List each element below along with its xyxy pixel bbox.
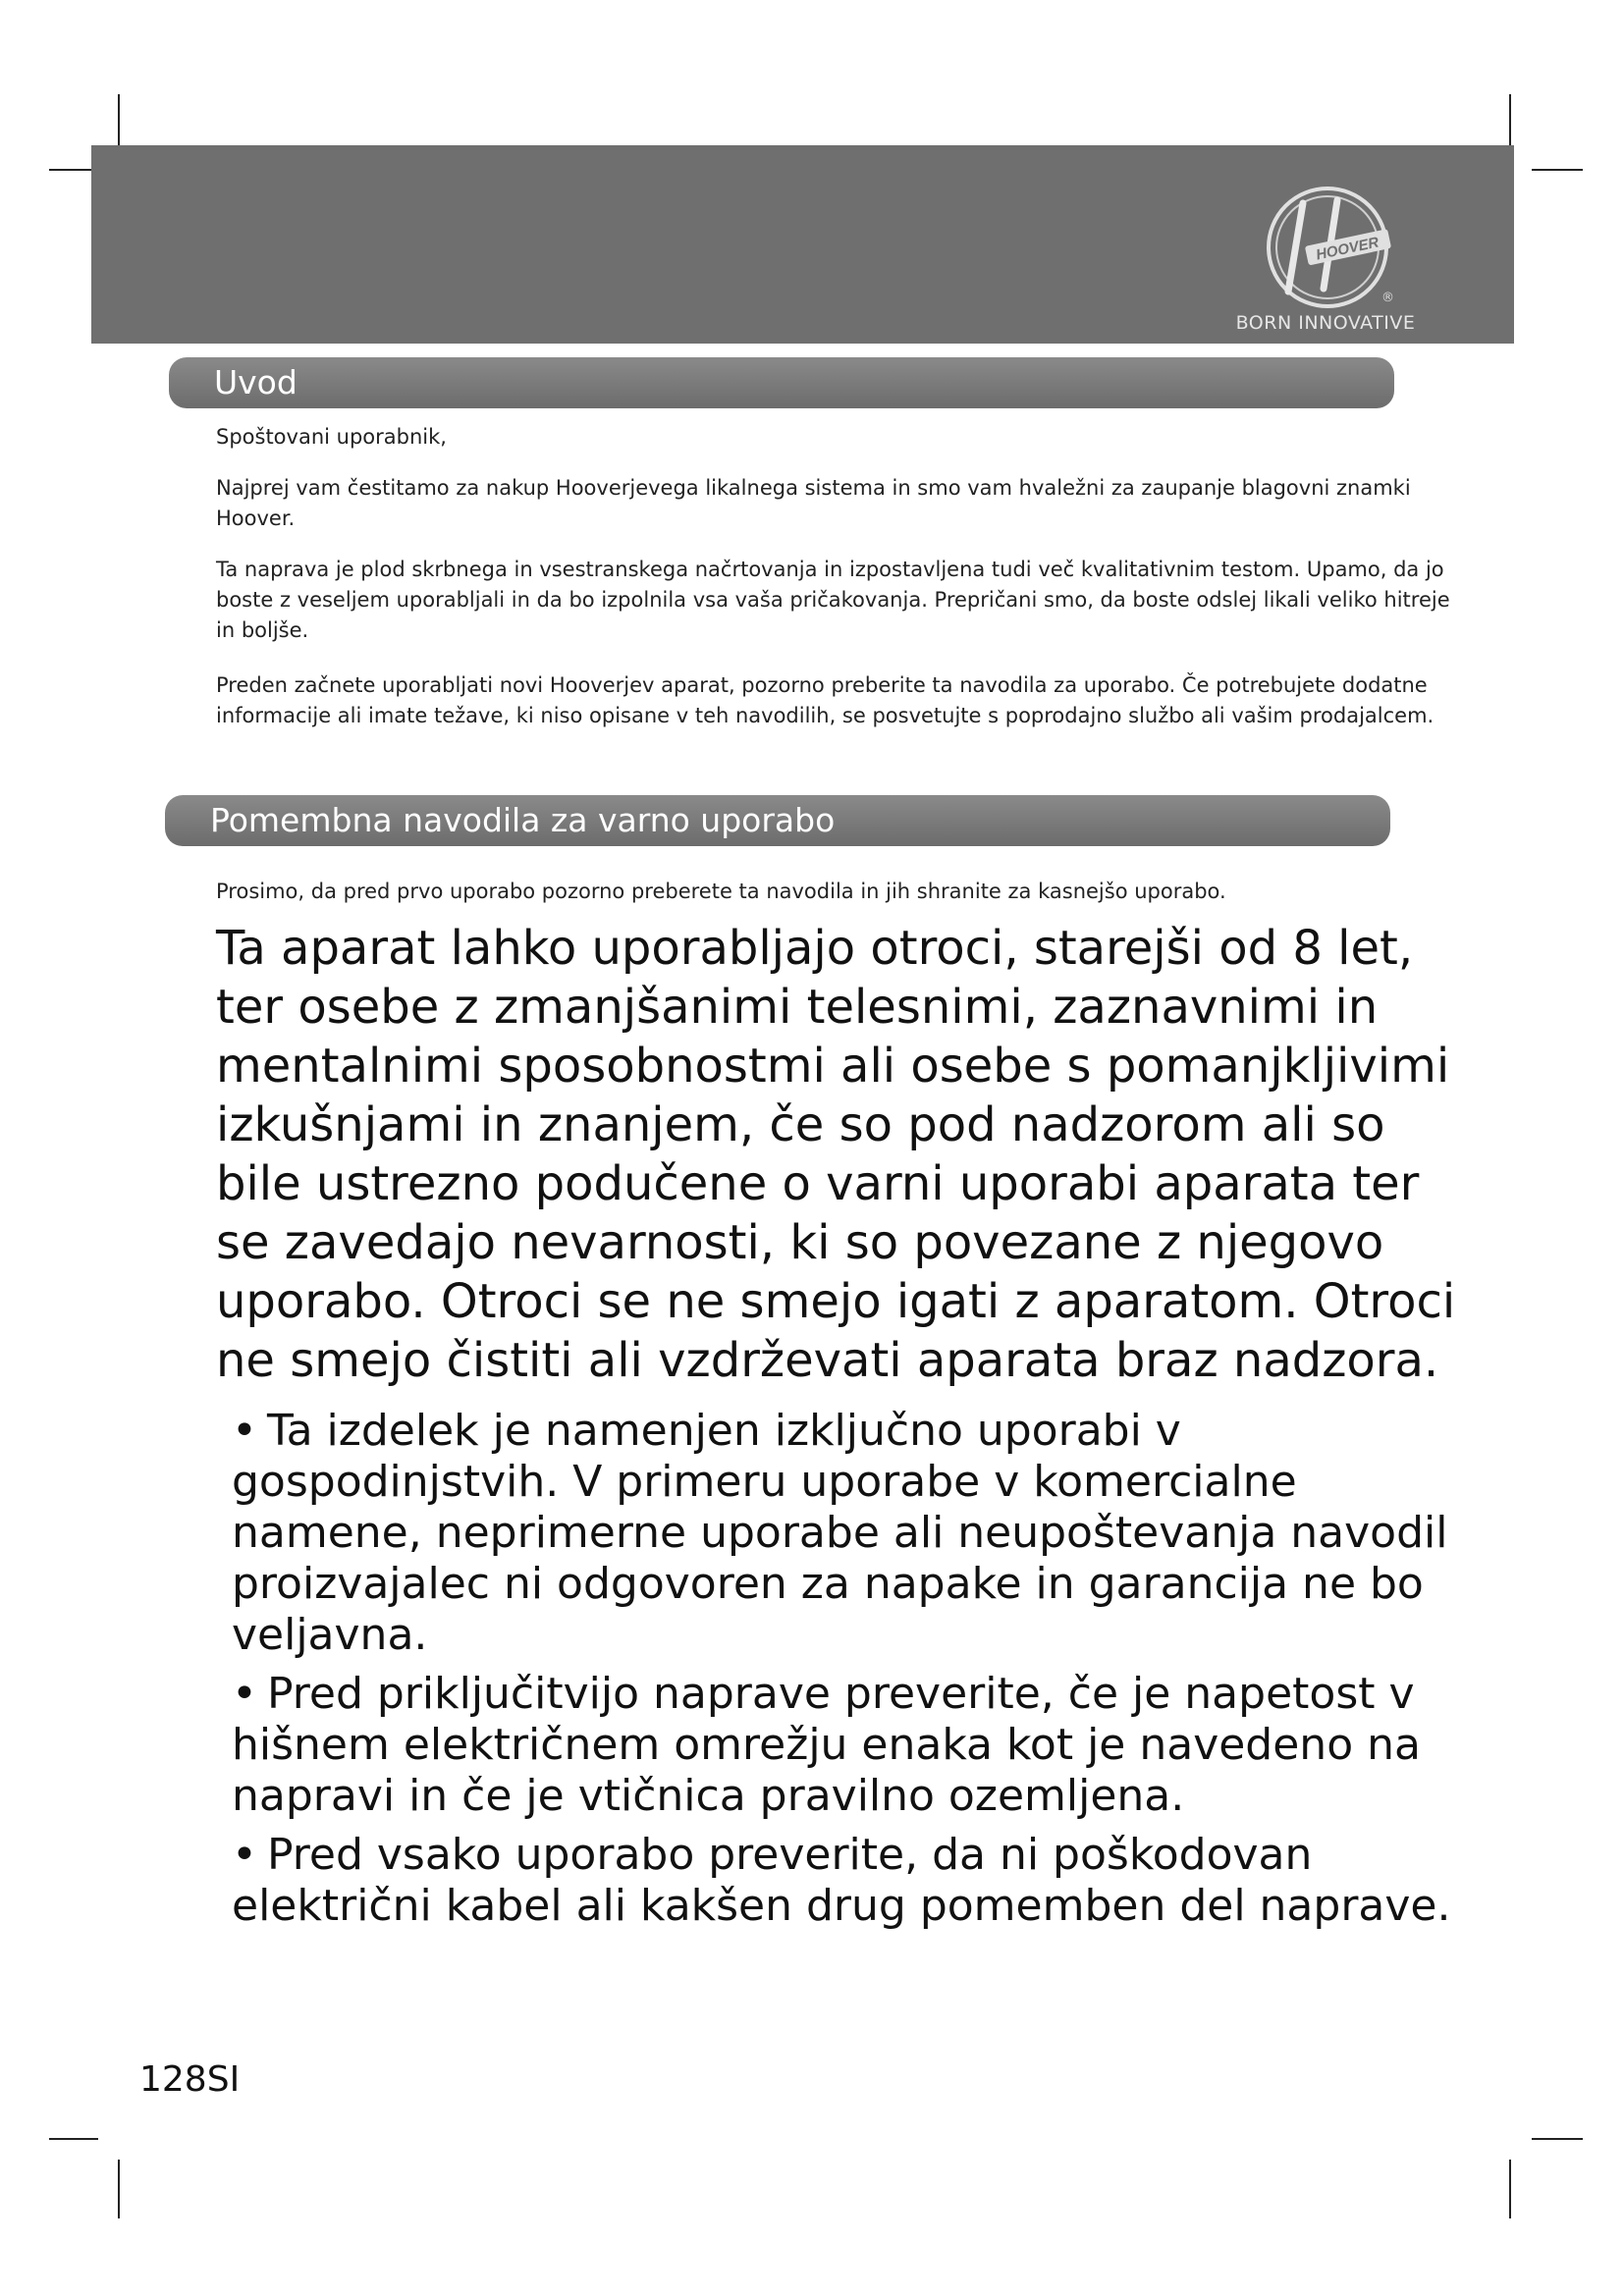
crop-mark bbox=[1509, 2160, 1511, 2218]
intro-paragraph: Preden začnete uporabljati novi Hooverjev aparat, pozorno preberite ta navodila za uporabo. Če potrebujete dodatne informacije ali imate težave, ki niso opisane v teh navodilih, se posvetujte s poprodajno službo ali vašim prodajalcem. bbox=[216, 673, 1435, 727]
section-title-intro: Uvod bbox=[169, 357, 1394, 408]
brand-text: HOOVER bbox=[1314, 234, 1380, 264]
section-title-safety: Pomembna navodila za varno uporabo bbox=[165, 795, 1390, 846]
bullet-text: Ta izdelek je namenjen izključno uporabi v gospodinjstvih. V primeru uporabe v komercialne namene, neprimerne uporabe ali neupoštevanja navodil proizvajalec ni odgovoren za napake in garancija ne bo veljavna. bbox=[232, 1406, 1448, 1660]
list-item: • Pred priključitvijo naprave preverite, če je napetost v hišnem električnem omrežju enaka kot je navedeno na napravi in če je vtičnica pravilno ozemljena. bbox=[232, 1669, 1421, 1821]
greeting: Spoštovani uporabnik, bbox=[216, 425, 447, 449]
crop-mark bbox=[118, 2160, 120, 2218]
safety-intro: Prosimo, da pred prvo uporabo pozorno preberete ta navodila in jih shranite za kasnejšo uporabo. bbox=[216, 880, 1226, 903]
brand-tagline: BORN INNOVATIVE bbox=[1235, 312, 1416, 334]
crop-mark bbox=[1532, 2138, 1583, 2140]
intro-paragraph: Najprej vam čestitamo za nakup Hooverjevega likalnega sistema in smo vam hvaležni za zaupanje blagovni znamki Hoover. bbox=[216, 476, 1411, 530]
page-number: 128SI bbox=[139, 2059, 241, 2100]
safety-bullet-list bbox=[232, 1406, 1469, 1940]
intro-paragraph: Ta naprava je plod skrbnega in vsestranskega načrtovanja in izpostavljena tudi več kvalitativnim testom. Upamo, da jo boste z veseljem uporabljali in da bo izpolnila vsa vaša pričakovanja. Prepričani smo, da boste odslej likali veliko hitreje in boljše. bbox=[216, 558, 1450, 642]
registered-mark: ® bbox=[1381, 291, 1394, 305]
crop-mark bbox=[49, 2138, 98, 2140]
hoover-logo-icon bbox=[1259, 179, 1396, 316]
bullet-text: Pred priključitvijo naprave preverite, če je napetost v hišnem električnem omrežju enaka kot je navedeno na napravi in če je vtičnica pravilno ozemljena. bbox=[232, 1669, 1421, 1821]
list-item: • Ta izdelek je namenjen izključno uporabi v gospodinjstvih. V primeru uporabe v komercialne namene, neprimerne uporabe ali neupoštevanja navodil proizvajalec ni odgovoren za napake in garancija ne bo veljavna. bbox=[232, 1406, 1448, 1660]
crop-mark bbox=[118, 94, 120, 153]
crop-mark bbox=[1532, 169, 1583, 171]
list-item: • Pred vsako uporabo preverite, da ni poškodovan električni kabel ali kakšen drug pomemben del naprave. bbox=[232, 1830, 1451, 1931]
safety-warning: Ta aparat lahko uporabljajo otroci, starejši od 8 let, ter osebe z zmanjšanimi telesnimi, zaznavnimi in mentalnimi sposobnostmi ali osebe s pomanjkljivimi izkušnjami in znanjem, če so pod nadzorom ali so bile ustrezno podučene o varni uporabi aparata ter se zavedajo nevarnosti, ki so povezane z njegovo uporabo. Otroci se ne smejo igati z aparatom. Otroci ne smejo čistiti ali vzdrževati aparata braz nadzora. bbox=[216, 921, 1456, 1388]
crop-mark bbox=[1509, 94, 1511, 153]
bullet-text: Pred vsako uporabo preverite, da ni poškodovan električni kabel ali kakšen drug pomemben del naprave. bbox=[232, 1830, 1451, 1931]
